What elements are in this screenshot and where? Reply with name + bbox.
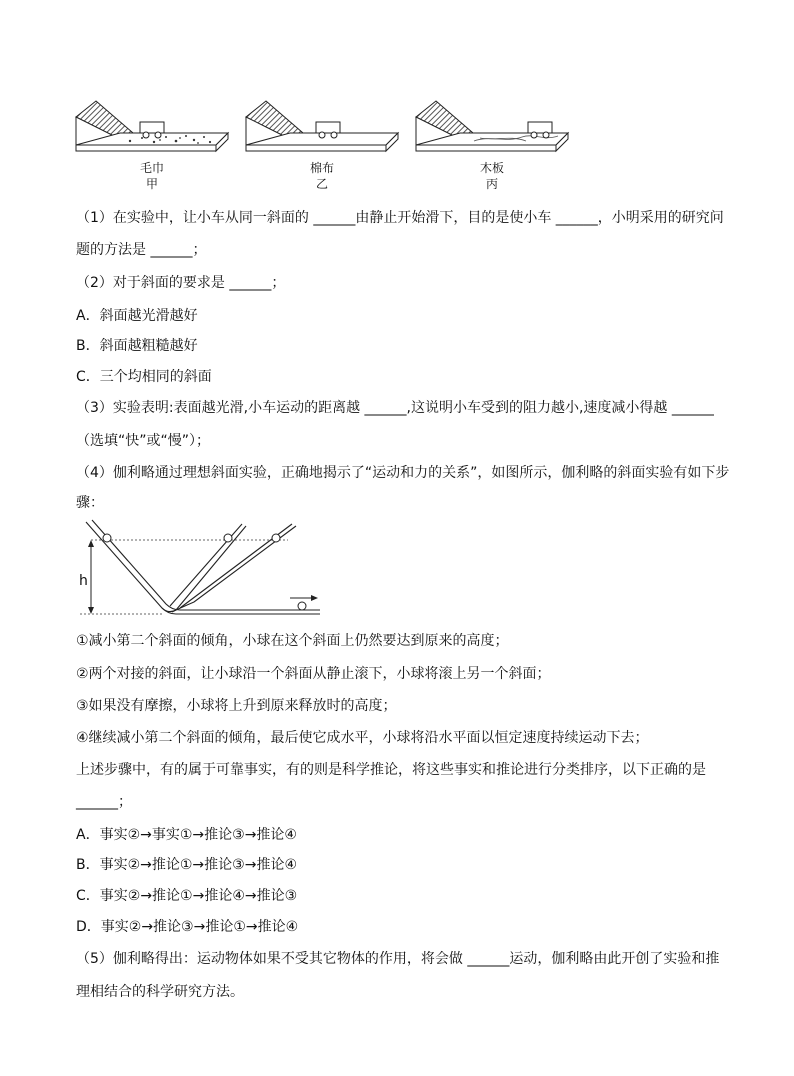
q2-option-a: A．斜面越光滑越好	[76, 308, 198, 324]
height-label: h	[79, 573, 88, 589]
q2-option-c: C．三个均相同的斜面	[76, 369, 212, 385]
q4-option-b: B．事实②→推论①→推论③→推论④	[76, 857, 297, 873]
q4-ask-line1: 上述步骤中，有的属于可靠事实，有的则是科学推论，将这些事实和推论进行分类排序，以下正确的是	[76, 762, 706, 778]
label-cotton-material: 棉布	[309, 161, 334, 175]
q2-text: （2）对于斜面的要求是 ______；	[76, 275, 286, 291]
step-3: ③如果没有摩擦，小球将上升到原来释放时的高度；	[76, 698, 397, 714]
q4-option-c: C．事实②→推论①→推论④→推论③	[76, 888, 298, 904]
q1-line1: （1）在实验中，让小车从同一斜面的 ______由静止开始滑下，目的是使小车 ______，小明采用的研究问	[76, 210, 724, 226]
q5-line1: （5）伽利略得出：运动物体如果不受其它物体的作用，将会做 ______运动，伽利略由此开创了实验和推	[76, 951, 720, 967]
figure-surfaces	[70, 95, 570, 160]
step-2: ②两个对接的斜面，让小球沿一个斜面从静止滚下，小球将滚上另一个斜面；	[76, 666, 551, 682]
label-towel-material: 毛巾	[139, 161, 164, 175]
q3-line2: （选填“快”或“慢”）；	[76, 433, 211, 449]
q4-ask-line2: ______；	[76, 794, 132, 810]
q4-line1: （4）伽利略通过理想斜面实验，正确地揭示了“运动和力的关系”，如图所示，伽利略的斜面实验有如下步	[76, 465, 730, 481]
q4-option-d: D．事实②→推论③→推论①→推论④	[76, 919, 299, 935]
figure-galileo-inclines	[76, 518, 336, 628]
label-towel-name: 甲	[145, 177, 158, 191]
label-wood-material: 木板	[479, 161, 504, 175]
label-cotton-name: 乙	[315, 177, 328, 191]
q4-line2: 骤：	[76, 495, 104, 511]
step-4: ④继续减小第二个斜面的倾角，最后使它成水平，小球将沿水平面以恒定速度持续运动下去；	[76, 730, 649, 746]
incline-cotton	[246, 101, 398, 151]
q5-line2: 理相结合的科学研究方法。	[76, 984, 244, 1000]
label-wood-name: 丙	[485, 177, 498, 191]
q2-option-b: B．斜面越粗糙越好	[76, 338, 198, 354]
q4-option-a: A．事实②→事实①→推论③→推论④	[76, 827, 297, 843]
incline-wood	[416, 101, 568, 151]
q1-line2: 题的方法是 ______；	[76, 242, 207, 258]
incline-towel	[76, 101, 228, 151]
step-1: ①减小第二个斜面的倾角，小球在这个斜面上仍然要达到原来的高度；	[76, 633, 509, 649]
q3-line1: （3）实验表明:表面越光滑,小车运动的距离越 ______,这说明小车受到的阻力越小,速度减小得越 ______	[76, 400, 714, 416]
